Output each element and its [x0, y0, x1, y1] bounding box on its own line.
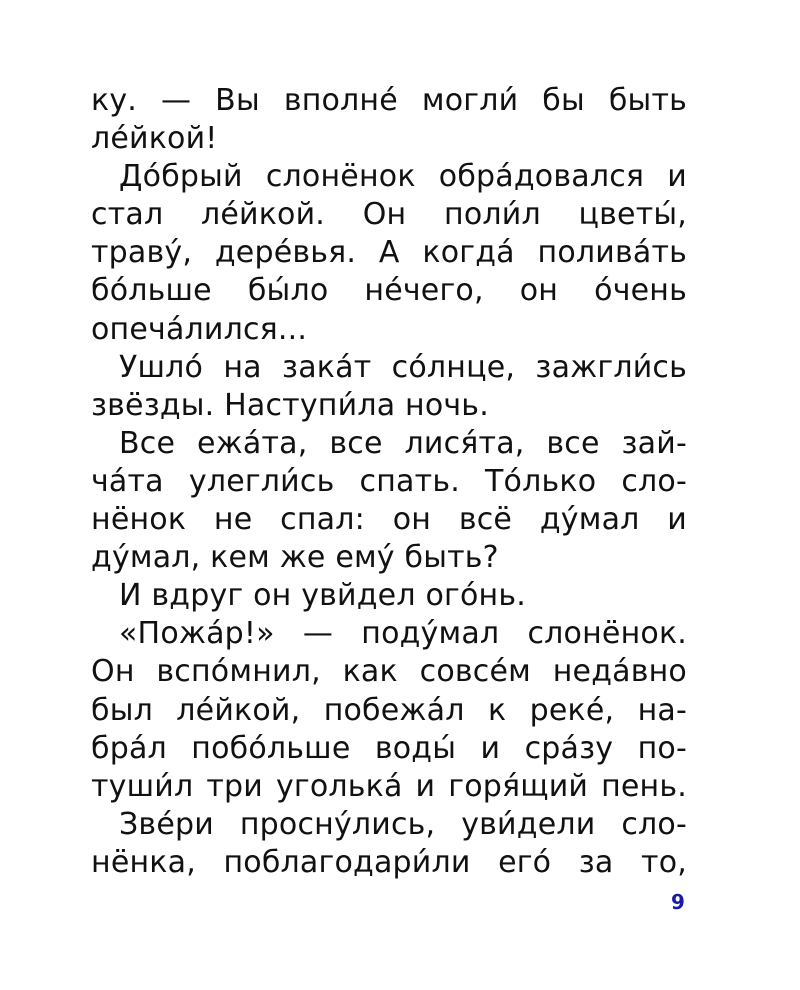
text-line: был ле́йкой, побежа́л к реке́, на- [91, 692, 687, 728]
text-line: «Пожа́р!» — поду́мал слонёнок. [119, 616, 687, 652]
text-line: стал ле́йкой. Он поли́л цветы́, [91, 197, 687, 233]
text-line: траву́, дере́вья. А когда́ полива́ть [91, 235, 687, 271]
text-line: И вдруг он увйдел ого́нь. [119, 578, 526, 614]
text-line: ле́йкой! [91, 121, 218, 157]
text-line: Он вспо́мнил, как совсе́м неда́вно [91, 654, 687, 690]
text-line: туши́л три уголька́ и горя́щий пень. [91, 768, 687, 804]
text-line: нёнка, поблагодари́ли его́ за то, [91, 844, 687, 880]
text-line: До́брый слонёнок обра́довался и [119, 159, 687, 195]
text-line: Ушло́ на зака́т со́лнце, зажгли́сь [119, 349, 687, 385]
text-line: опеча́лился... [91, 311, 308, 347]
text-line: Зве́ри просну́лись, уви́дели сло- [119, 806, 687, 842]
page-number: 9 [671, 890, 685, 914]
text-line: нёнок не спал: он всё ду́мал и [91, 502, 687, 538]
text-line: ча́та улегли́сь спать. То́лько сло- [91, 463, 687, 499]
text-line: бо́льше бы́ло не́чего, он о́чень [91, 273, 687, 309]
text-line: звёзды. Наступи́ла ночь. [91, 387, 489, 423]
text-line: ку. — Вы вполне́ могли́ бы быть [91, 83, 687, 118]
page-body-text [91, 82, 687, 882]
text-line: ду́мал, кем же ему́ быть? [91, 540, 499, 576]
text-line: бра́л побо́льше воды́ и сра́зу по- [91, 730, 687, 766]
text-line: Все ежа́та, все лися́та, все зай- [119, 425, 687, 461]
